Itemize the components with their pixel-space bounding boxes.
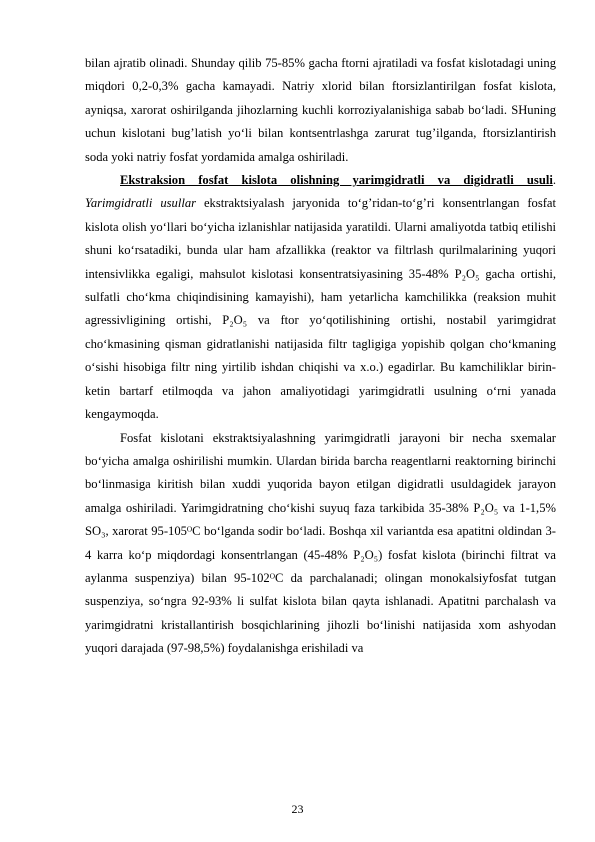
section-heading: Ekstraksion fosfat kislota olishning yarimgidratli va digidratli usuli — [120, 173, 553, 188]
paragraph-text: ekstraktsiyalash jaryonida to‘g’ridan-to‘g’ri konsentrlangan fosfat kislota olish yo‘llari bo‘yicha izlanishlar natijasida yaratildi. Ularni amaliyotda tatbiq etilishi shuni ko‘rsatadiki, bunda ular ham afzallikka (reaktor va filtrlash qurilmalarining yuqori intensivlikka egaligi, mahsulot kislotasi konsentratsiyasining 35-48% P₂O₅ gacha ortishi, sulfatli cho‘kma chiqindisining kamayishi), ham yetarlicha kamchilikka (reaksion muhit agressivligining ortishi, P₂O₅ va ftor yo‘qotilishining ortishi, nostabil yarimgidrat cho‘kmasining qisman gidratlanishi natijasida filtr tagligiga yopishib qolgan cho‘kmaning o‘sishi hisobiga filtr ning yirtilib ishdan chiqishi va x.o.) egadirlar. Bu kamchiliklar birin-ketin bartarf etilmoqda va jahon amaliyotidagi yarimgidratli usulning o‘rni yanada kengaymoqda. — [85, 196, 557, 422]
paragraph-text: Fosfat kislotani ekstraktsiyalashning yarimgidratli jarayoni bir necha sxemalar bo‘yicha amalga oshirilishi mumkin. Ulardan birida barcha reagentlarni reaktorning birinchi bo‘linmasiga kiritish bilan xuddi yuqorida bayon etilgan digidratli usuldagidek jarayon amalga oshiriladi. Yarimgidratning cho‘kishi suyuq faza tarkibida 35-38% P₂O₅ va 1-1,5% SO₃, xarorat 95-105ᴼC bo‘lganda sodir bo‘ladi. Boshqa xil variantda esa apatitni oldindan 3-4 karra ko‘p miqdordagi konsentrlangan (45-48% P₂O₅) fosfat kislota (birinchi filtrat va aylanma suspenziya) bilan 95-102ᴼC da parchalanadi; olingan monokalsiyfosfat tutgan suspenziya, so‘ngra 92-93% li sulfat kislota bilan qayta ishlanadi. Apatitni parchalash va yarimgidratni kristallantirish bosqichlarining jihozli bo‘linishi natijasida xom ashyodan yuqori darajada (97-98,5%) foydalanishga erishiladi va — [85, 430, 556, 656]
italic-term: Yarimgidratli usullar — [85, 196, 197, 211]
paragraph-process — [85, 427, 556, 661]
document-page — [85, 52, 556, 661]
paragraph-text: bilan ajratib olinadi. Shunday qilib 75-85% gacha ftorni ajratiladi va fosfat kislotadagi uning miqdori 0,2-0,3% gacha kamayadi. Natriy xlorid bilan ftorsizlantirilgan fosfat kislota, ayniqsa, xarorat oshirilganda jihozlarning kuchli korroziyalanishiga sabab bo‘ladi. SHuning uchun kislotani bug’latish yo‘li bilan kontsentrlashga zarurat tug’ilganda, ftorsizlantirish soda yoki natriy fosfat yordamida amalga oshiriladi. — [85, 56, 556, 164]
paragraph-continuation — [85, 52, 556, 169]
paragraph-section — [85, 169, 556, 426]
page-number: 23 — [291, 802, 304, 816]
heading-punctuation: . — [552, 173, 556, 188]
